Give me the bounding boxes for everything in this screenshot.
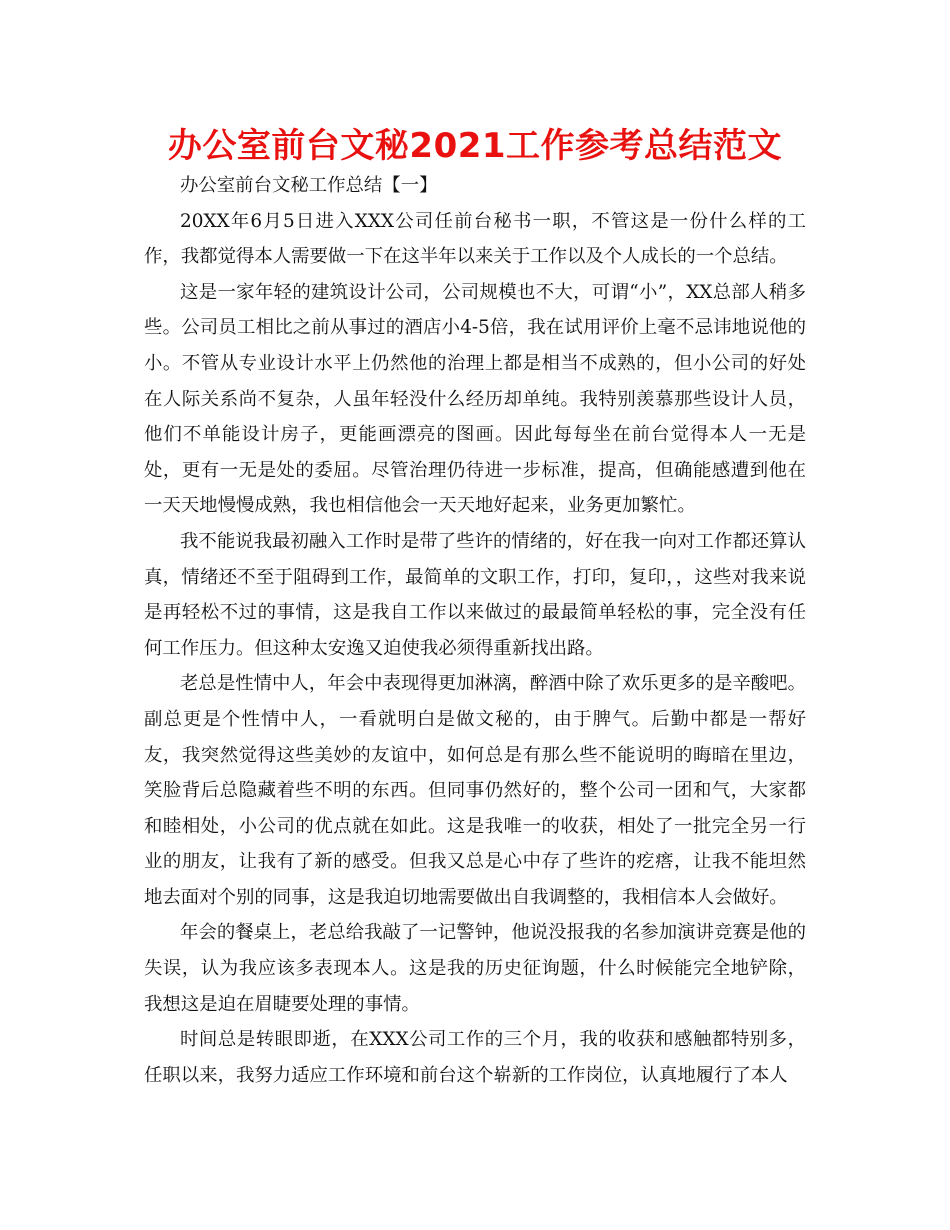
document-body	[144, 168, 806, 1093]
document-title: 办公室前台文秘2021工作参考总结范文	[167, 126, 783, 166]
paragraph-4: 老总是性情中人，年会中表现得更加淋漓，醉酒中除了欢乐更多的是辛酸吧。副总更是个性情中人，一看就明白是做文秘的，由于脾气。后勤中都是一帮好友，我突然觉得这些美妙的友谊中，如何总是有那么些不能说明的晦暗在里边，笑脸背后总隐藏着些不明的东西。但同事仍然好的，整个公司一团和气，大家都和睦相处，小公司的优点就在如此。这是我唯一的收获，相处了一批完全另一行业的朋友，让我有了新的感受。但我又总是心中存了些许的疙瘩，让我不能坦然地去面对个别的同事，这是我迫切地需要做出自我调整的，我相信本人会做好。	[144, 673, 806, 908]
section-heading: 办公室前台文秘工作总结【一】	[180, 175, 438, 196]
paragraph-2: 这是一家年轻的建筑设计公司，公司规模也不大，可谓“小”，XX总部人稍多些。公司员工相比之前从事过的酒店小4-5倍，我在试用评价上毫不忌讳地说他的小。不管从专业设计水平上仍然他的治理上都是相当不成熟的，但小公司的好处在人际关系尚不复杂，人虽年轻没什么经历却单纯。我特别羡慕那些设计人员，他们不单能设计房子，更能画漂亮的图画。因此每每坐在前台觉得本人一无是处，更有一无是处的委屈。尽管治理仍待进一步标准，提高，但确能感遭到他在一天天地慢慢成熟，我也相信他会一天天地好起来，业务更加繁忙。	[144, 281, 806, 517]
paragraph-1: 20XX年6月5日进入XXX公司任前台秘书一职，不管这是一份什么样的工作，我都觉得本人需要做一下在这半年以来关于工作以及个人成长的一个总结。	[144, 210, 806, 268]
paragraph-3: 我不能说我最初融入工作时是带了些许的情绪的，好在我一向对工作都还算认真，情绪还不至于阻碍到工作，最简单的文职工作，打印，复印，，这些对我来说是再轻松不过的事情，这是我自工作以来做过的最最简单轻松的事，完全没有任何工作压力。但这种太安逸又迫使我必须得重新找出路。	[144, 530, 806, 659]
paragraph-6: 时间总是转眼即逝，在XXX公司工作的三个月，我的收获和感触都特别多，任职以来，我努力适应工作环境和前台这个崭新的工作岗位，认真地履行了本人	[144, 1029, 806, 1086]
paragraph-5: 年会的餐桌上，老总给我敲了一记警钟，他说没报我的名参加演讲竞赛是他的失误，认为我应该多表现本人。这是我的历史征询题，什么时候能完全地铲除，我想这是迫在眉睫要处理的事情。	[144, 922, 806, 1015]
